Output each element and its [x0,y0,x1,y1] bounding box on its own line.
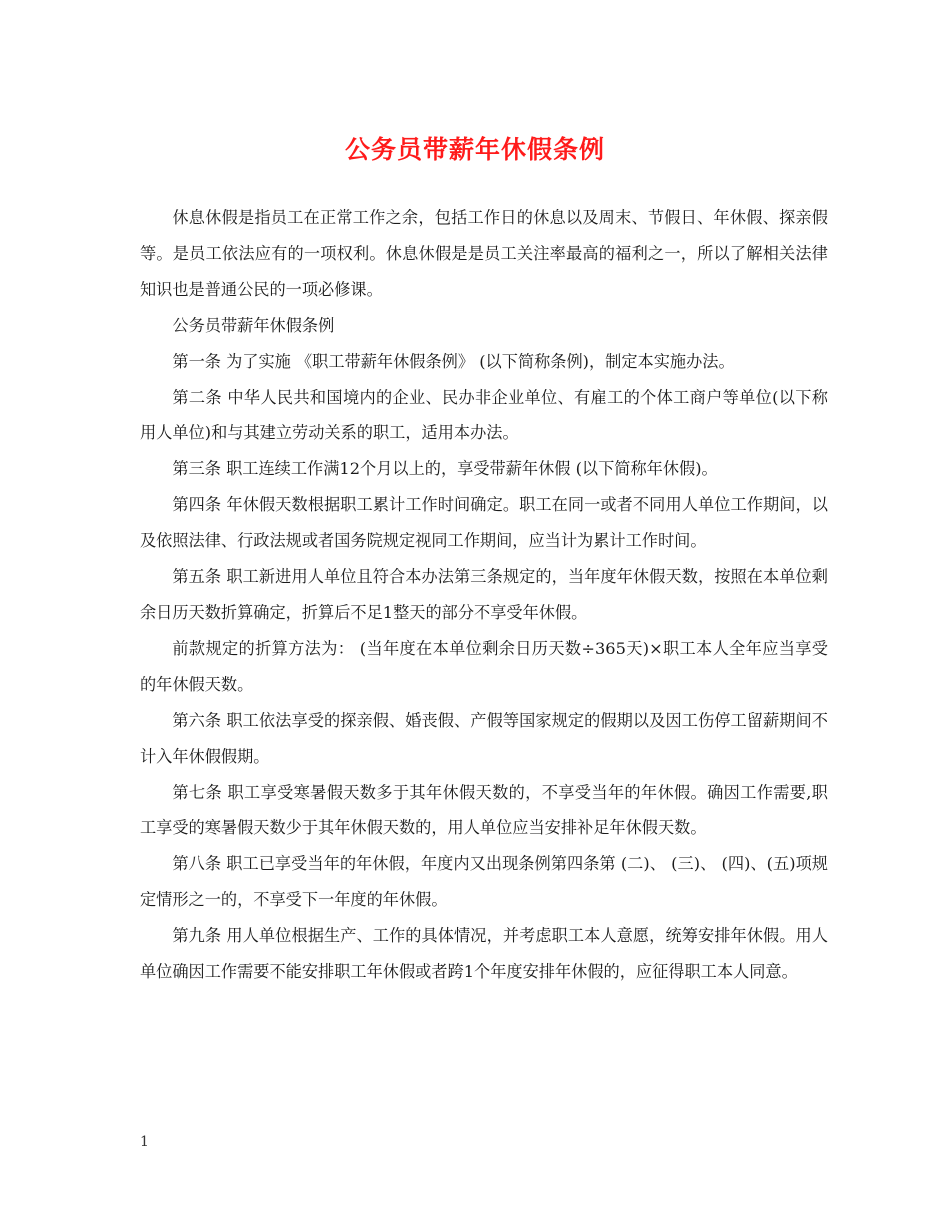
paragraph-article-3: 第三条 职工连续工作满12个月以上的，享受带薪年休假 (以下简称年休假)。 [172,459,718,479]
paragraph-article-6: 第六条 职工依法享受的探亲假、婚丧假、产假等国家规定的假期以及因工伤停工留薪期间不计入年休假假期。 [140,710,828,766]
document-body [140,200,828,990]
page-number: 1 [140,1134,149,1150]
paragraph-formula: 前款规定的折算方法为： (当年度在本单位剩余日历天数÷365天)×职工本人全年应当享受的年休假天数。 [140,638,828,694]
paragraph-article-5: 第五条 职工新进用人单位且符合本办法第三条规定的，当年度年休假天数，按照在本单位剩余日历天数折算确定，折算后不足1整天的部分不享受年休假。 [140,567,828,622]
paragraph-article-2: 第二条 中华人民共和国境内的企业、民办非企业单位、有雇工的个体工商户等单位(以下称用人单位)和与其建立劳动关系的职工，适用本办法。 [140,387,828,443]
paragraph-article-4: 第四条 年休假天数根据职工累计工作时间确定。职工在同一或者不同用人单位工作期间，以及依照法律、行政法规或者国务院规定视同工作期间，应当计为累计工作时间。 [140,495,828,551]
paragraph-intro: 休息休假是指员工在正常工作之余，包括工作日的休息以及周末、节假日、年休假、探亲假等。是员工依法应有的一项权利。休息休假是是员工关注率最高的福利之一，所以了解相关法律知识也是普通公民的一项必修课。 [140,208,828,299]
paragraph-article-7: 第七条 职工享受寒暑假天数多于其年休假天数的，不享受当年的年休假。确因工作需要,职工享受的寒暑假天数少于其年休假天数的，用人单位应当安排补足年休假天数。 [140,782,828,838]
paragraph-subtitle: 公务员带薪年休假条例 [172,315,335,335]
paragraph-article-1: 第一条 为了实施 《职工带薪年休假条例》 (以下简称条例)，制定本实施办法。 [172,351,735,371]
paragraph-article-9: 第九条 用人单位根据生产、工作的具体情况，并考虑职工本人意愿，统筹安排年休假。用人单位确因工作需要不能安排职工年休假或者跨1个年度安排年休假的，应征得职工本人同意。 [140,926,828,982]
document-title: 公务员带薪年休假条例 [344,135,605,164]
paragraph-article-8: 第八条 职工已享受当年的年休假，年度内又出现条例第四条第 (二)、 (三)、 (四)、(五)项规定情形之一的，不享受下一年度的年休假。 [140,854,828,910]
